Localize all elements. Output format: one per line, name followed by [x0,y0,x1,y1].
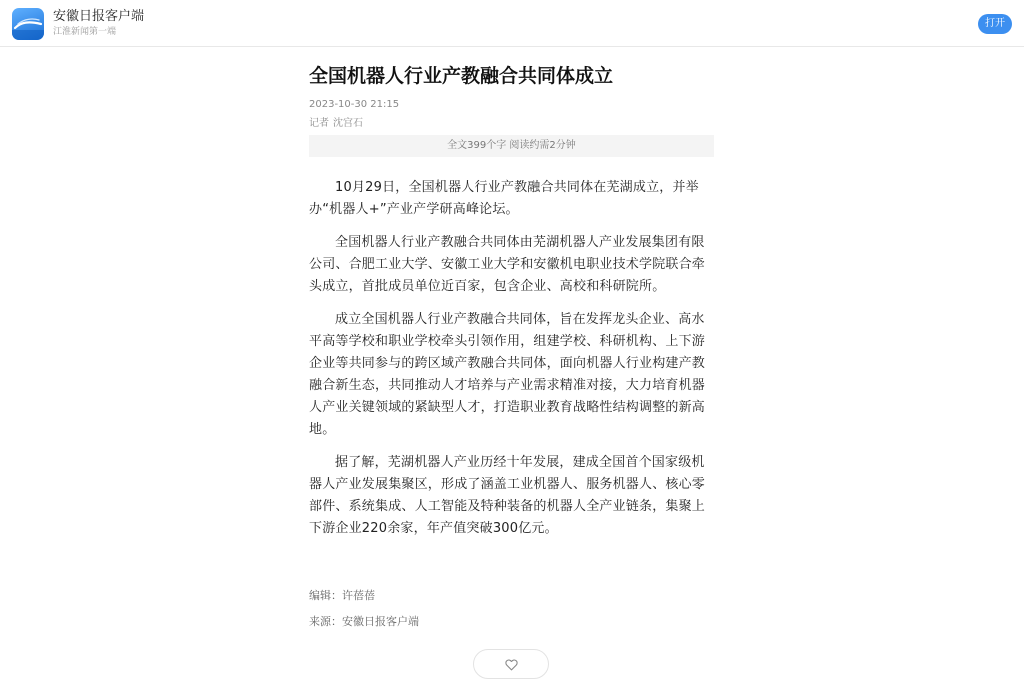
article [309,47,714,551]
app-name: 安徽日报客户端 [53,9,145,24]
article-paragraph: 成立全国机器人行业产教融合共同体，旨在发挥龙头企业、高水平高等学校和职业学校牵头引领作用，组建学校、科研机构、上下游企业等共同参与的跨区域产教融合共同体，面向机器人行业构建产教融合新生态，共同推动人才培养与产业需求精准对接，大力培育机器人产业关键领域的紧缺型人才，打造职业教育战略性结构调整的新高地。 [309,312,706,437]
like-button[interactable] [473,649,549,679]
article-paragraph: 全国机器人行业产教融合共同体由芜湖机器人产业发展集团有限公司、合肥工业大学、安徽工业大学和安徽机电职业技术学院联合牵头成立，首批成员单位近百家，包含企业、高校和科研院所。 [309,235,706,294]
reporter-name: 沈宫石 [333,118,363,129]
editor-line: 编辑：许蓓蓓 [309,589,375,602]
reporter-label: 记者 [309,118,329,129]
reporter-line [309,117,714,130]
article-body [309,177,714,540]
app-download-bar [0,0,1024,47]
article-paragraph: 10月29日，全国机器人行业产教融合共同体在芜湖成立，并举办“机器人+”产业产学研高峰论坛。 [309,180,699,217]
article-paragraph: 据了解，芜湖机器人产业历经十年发展，建成全国首个国家级机器人产业发展集聚区，形成了涵盖工业机器人、服务机器人、核心零部件、系统集成、人工智能及特种装备的机器人全产业链条，集聚上下游企业220余家，年产值突破300亿元。 [309,455,706,536]
open-app-button[interactable]: 打开 [978,14,1012,34]
reading-info-bar: 全文399个字 阅读约需2分钟 [309,135,714,157]
app-slogan: 江淮新闻第一端 [53,27,117,37]
source-line: 来源：安徽日报客户端 [309,615,419,628]
article-title: 全国机器人行业产教融合共同体成立 [309,65,614,87]
anhui-daily-logo-icon [12,8,44,40]
publish-time: 2023-10-30 21:15 [309,99,400,110]
heart-icon [505,659,518,671]
